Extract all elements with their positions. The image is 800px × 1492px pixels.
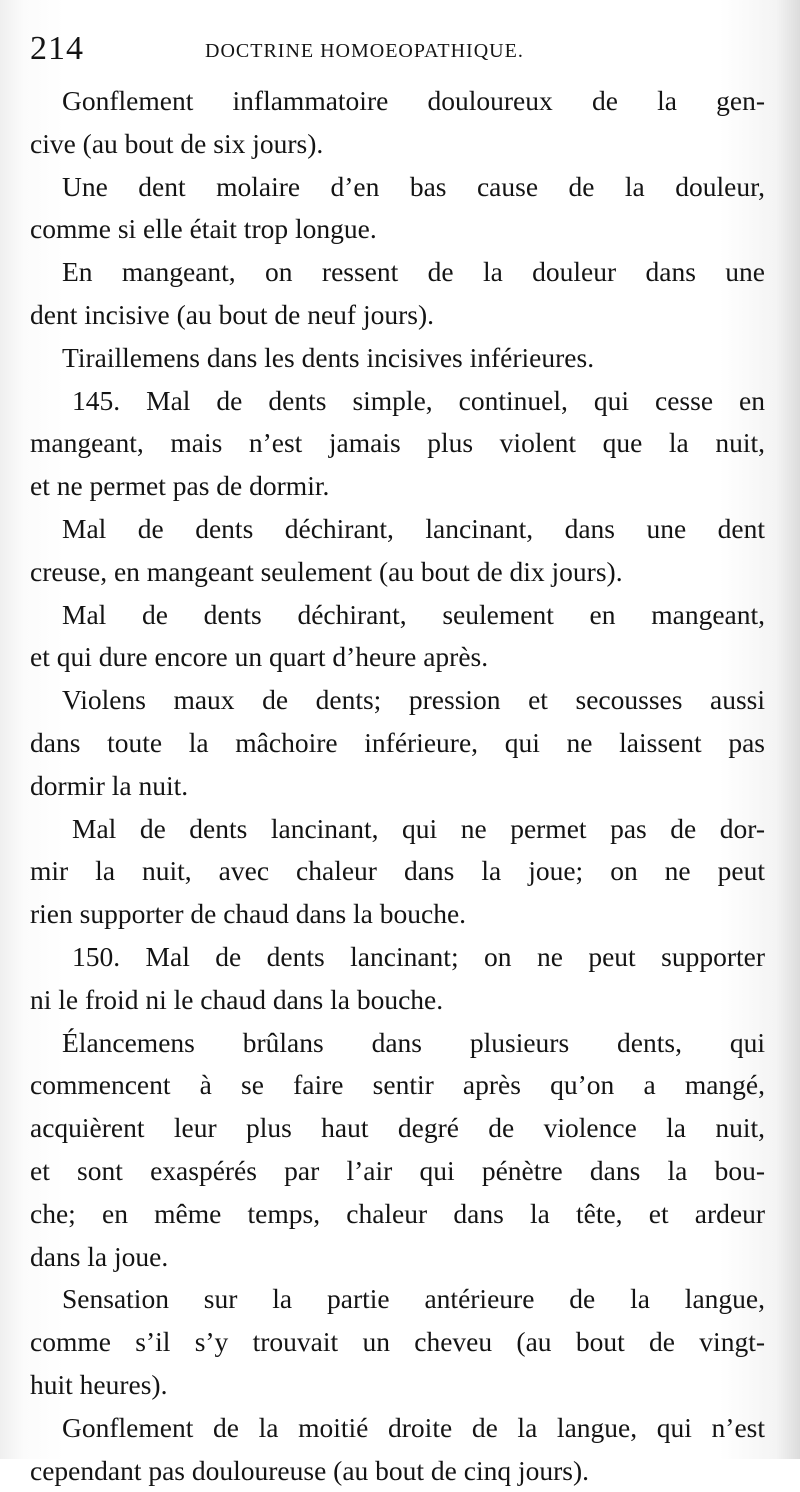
text-line: Gonflement inflammatoire douloureux de la gen- <box>30 80 765 123</box>
paragraph <box>30 380 765 508</box>
text-line: huit heures). <box>30 1364 765 1407</box>
text-line: ni le froid ni le chaud dans la bouche. <box>30 979 765 1022</box>
text-line: dans toute la mâchoire inférieure, qui ne laissent pas <box>30 722 765 765</box>
paragraph <box>30 679 765 807</box>
text-line: Une dent molaire d’en bas cause de la douleur, <box>30 166 765 209</box>
paragraph <box>30 808 765 936</box>
text-line: dans la joue. <box>30 1236 765 1279</box>
text-line: et qui dure encore un quart d’heure après. <box>30 636 765 679</box>
text-line: et sont exaspérés par l’air qui pénètre dans la bou- <box>30 1150 765 1193</box>
paragraph <box>30 1278 765 1406</box>
text-line: cive (au bout de six jours). <box>30 123 765 166</box>
text-line: creuse, en mangeant seulement (au bout de dix jours). <box>30 551 765 594</box>
text-line: dormir la nuit. <box>30 765 765 808</box>
text-line: rien supporter de chaud dans la bouche. <box>30 893 765 936</box>
text-line: che; en même temps, chaleur dans la tête, et ardeur <box>30 1193 765 1236</box>
running-head: DOCTRINE HOMOEOPATHIQUE. <box>205 40 524 63</box>
text-line: Mal de dents déchirant, lancinant, dans une dent <box>30 508 765 551</box>
page-number: 214 <box>30 30 84 68</box>
text-line: Gonflement de la moitié droite de la langue, qui n’est <box>30 1407 765 1450</box>
text-line: Tiraillemens dans les dents incisives inférieures. <box>30 337 765 380</box>
text-line: Sensation sur la partie antérieure de la langue, <box>30 1278 765 1321</box>
text-line: 145. Mal de dents simple, continuel, qui cesse en <box>30 380 765 423</box>
paragraph <box>30 337 765 380</box>
paragraph <box>30 1022 765 1279</box>
paragraph <box>30 1407 765 1492</box>
text-line: Élancemens brûlans dans plusieurs dents, qui <box>30 1022 765 1065</box>
text-line: et ne permet pas de dormir. <box>30 465 765 508</box>
paragraph <box>30 166 765 252</box>
text-line: En mangeant, on ressent de la douleur dans une <box>30 251 765 294</box>
body-text <box>30 80 765 1492</box>
text-line: dent incisive (au bout de neuf jours). <box>30 294 765 337</box>
paragraph <box>30 80 765 166</box>
text-line: Violens maux de dents; pression et secousses aussi <box>30 679 765 722</box>
text-line: commencent à se faire sentir après qu’on a mangé, <box>30 1064 765 1107</box>
text-line: mir la nuit, avec chaleur dans la joue; on ne peut <box>30 850 765 893</box>
text-line: comme si elle était trop longue. <box>30 208 765 251</box>
text-line: comme s’il s’y trouvait un cheveu (au bout de vingt- <box>30 1321 765 1364</box>
paragraph <box>30 508 765 594</box>
text-line: Mal de dents lancinant, qui ne permet pas de dor- <box>30 808 765 851</box>
text-line: Mal de dents déchirant, seulement en mangeant, <box>30 594 765 637</box>
paragraph <box>30 936 765 1022</box>
text-line: cependant pas douloureuse (au bout de cinq jours). <box>30 1450 765 1492</box>
paragraph <box>30 594 765 680</box>
paragraph <box>30 251 765 337</box>
text-line: 150. Mal de dents lancinant; on ne peut supporter <box>30 936 765 979</box>
text-line: mangeant, mais n’est jamais plus violent que la nuit, <box>30 422 765 465</box>
text-line: acquièrent leur plus haut degré de violence la nuit, <box>30 1107 765 1150</box>
